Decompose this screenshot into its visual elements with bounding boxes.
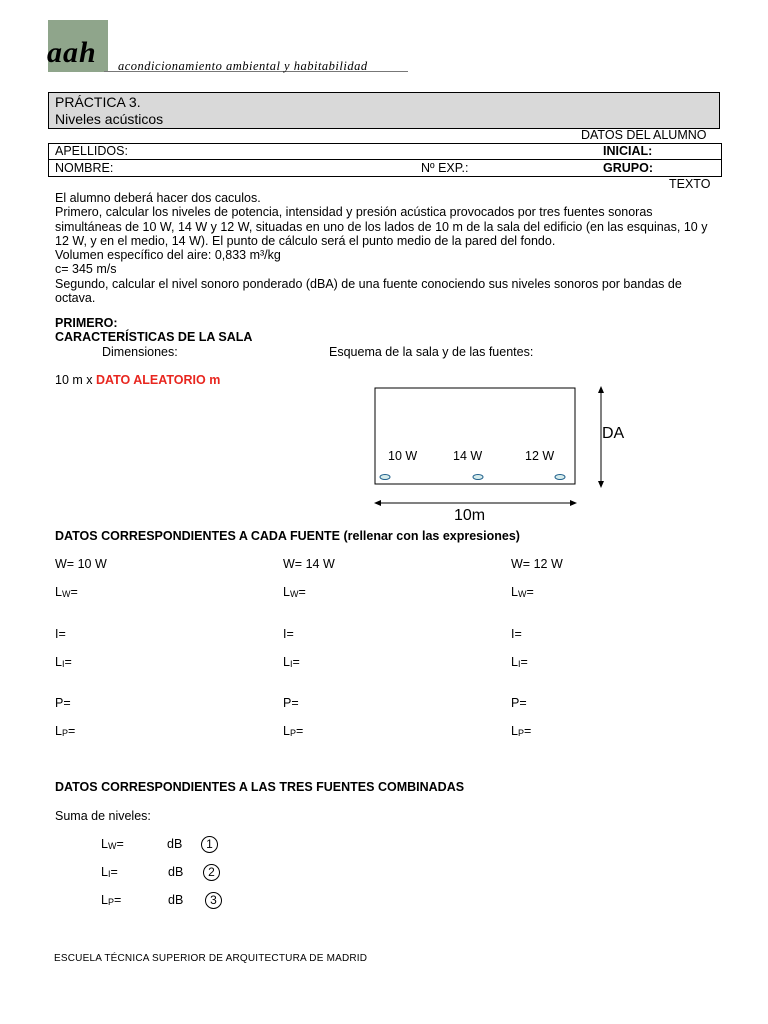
source-2-w: W= 14 W xyxy=(283,557,335,571)
lp-symbol: L xyxy=(55,724,62,738)
combined-lw xyxy=(101,837,124,851)
intro-line: 12 W, y en el medio, 14 W). El punto de cálculo será el punto medio de la pared del fondo. xyxy=(55,233,556,248)
equals-sign: = xyxy=(113,893,122,907)
source-label-3: 12 W xyxy=(525,449,555,463)
source-2-lp xyxy=(283,724,303,738)
intro-line: Segundo, calcular el nivel sonoro ponderado (dBA) de una fuente conociendo sus niveles sonoros por bandas de xyxy=(55,276,682,291)
source-marker-3 xyxy=(555,475,565,480)
lw-subscript: W xyxy=(517,589,527,599)
lp-symbol: L xyxy=(511,724,518,738)
sources-heading-note: (rellenar con las expresiones) xyxy=(343,529,520,543)
intro-line: El alumno deberá hacer dos caculos. xyxy=(55,191,261,205)
height-arrow-bottom xyxy=(598,481,604,488)
nexp-label: Nº EXP.: xyxy=(421,161,469,175)
combined-lp-unit: dB xyxy=(168,893,184,907)
height-arrow-top xyxy=(598,386,604,393)
equation-number-1 xyxy=(201,836,218,853)
lw-symbol: L xyxy=(55,585,62,599)
combined-lw-unit: dB xyxy=(167,837,183,851)
source-3-li xyxy=(511,655,528,669)
li-subscript: I xyxy=(517,659,521,669)
suma-label: Suma de niveles: xyxy=(55,809,151,823)
equals-sign: = xyxy=(116,837,124,851)
equals-sign: = xyxy=(67,724,76,738)
intro-line: simultáneas de 10 W, 14 W y 12 W, situadas en uno de los lados de 10 m de la sala del edificio (en las esquinas, 10 y xyxy=(55,219,708,234)
room-outline xyxy=(375,388,575,484)
tagline: acondicionamiento ambiental y habitabilidad xyxy=(118,59,368,73)
source-1-i: I= xyxy=(55,627,66,641)
source-1-w: W= 10 W xyxy=(55,557,107,571)
equals-sign: = xyxy=(292,655,300,669)
li-subscript: I xyxy=(289,659,293,669)
equals-sign: = xyxy=(298,585,306,599)
lw-subscript: W xyxy=(61,589,71,599)
sala-heading: CARACTERÍSTICAS DE LA SALA xyxy=(55,330,253,344)
intro-text xyxy=(55,191,707,305)
circled-number: 3 xyxy=(205,892,222,909)
lw-subscript: W xyxy=(289,589,299,599)
lw-subscript: W xyxy=(107,841,117,851)
source-2-p: P= xyxy=(283,696,299,710)
lp-subscript: P xyxy=(289,728,296,738)
form-row-divider xyxy=(49,159,721,160)
source-1-lp xyxy=(55,724,75,738)
sources-heading xyxy=(55,529,520,543)
texto-label: TEXTO xyxy=(669,177,711,191)
combined-lp xyxy=(101,893,121,907)
source-3-lw xyxy=(511,585,534,599)
equals-sign: = xyxy=(520,655,528,669)
source-marker-1 xyxy=(380,475,390,480)
combined-heading: DATOS CORRESPONDIENTES A LAS TRES FUENTES COMBINADAS xyxy=(55,780,465,794)
intro-line: Volumen específico del aire: 0,833 m³/kg xyxy=(55,248,281,263)
practice-number: PRÁCTICA 3. xyxy=(55,94,141,110)
source-3-p: P= xyxy=(511,696,527,710)
equals-sign: = xyxy=(523,724,532,738)
equals-sign: = xyxy=(70,585,78,599)
equals-sign: = xyxy=(64,655,72,669)
room-dimensions xyxy=(55,373,220,387)
circled-number: 2 xyxy=(203,864,220,881)
practice-subject: Niveles acústicos xyxy=(55,111,164,127)
lp-subscript: P xyxy=(61,728,68,738)
combined-li-unit: dB xyxy=(168,865,184,879)
footer-institution: ESCUELA TÉCNICA SUPERIOR DE ARQUITECTURA DE MADRID xyxy=(54,953,368,964)
equation-number-3 xyxy=(205,892,222,909)
lp-subscript: P xyxy=(517,728,524,738)
inicial-label: INICIAL: xyxy=(603,144,653,158)
li-symbol: L xyxy=(101,865,108,879)
lw-symbol: L xyxy=(101,837,108,851)
li-subscript: I xyxy=(61,659,65,669)
source-label-1: 10 W xyxy=(388,449,418,463)
source-1-li xyxy=(55,655,72,669)
lp-symbol: L xyxy=(283,724,290,738)
source-3-w: W= 12 W xyxy=(511,557,563,571)
primero-heading: PRIMERO: xyxy=(55,316,118,330)
student-section-label: DATOS DEL ALUMNO xyxy=(581,128,707,142)
lw-symbol: L xyxy=(511,585,518,599)
circled-number: 1 xyxy=(201,836,218,853)
student-form xyxy=(48,143,722,177)
da-label: DA xyxy=(602,425,625,442)
li-symbol: L xyxy=(55,655,62,669)
li-symbol: L xyxy=(283,655,290,669)
equals-sign: = xyxy=(110,865,118,879)
source-2-li xyxy=(283,655,300,669)
dim-prefix: 10 m x xyxy=(55,373,96,387)
esquema-label: Esquema de la sala y de las fuentes: xyxy=(329,345,534,359)
equals-sign: = xyxy=(295,724,304,738)
source-3-lp xyxy=(511,724,531,738)
lw-symbol: L xyxy=(283,585,290,599)
dimensiones-label: Dimensiones: xyxy=(102,345,178,359)
intro-line: Primero, calcular los niveles de potencia, intensidad y presión acústica provocados por tres fuentes sonoras xyxy=(55,205,653,220)
intro-line: octava. xyxy=(55,291,96,306)
random-value: DATO ALEATORIO m xyxy=(96,373,221,387)
width-label: 10m xyxy=(454,507,486,524)
source-1-lw xyxy=(55,585,78,599)
width-arrow-right xyxy=(570,500,577,506)
lp-subscript: P xyxy=(107,897,114,907)
source-2-i: I= xyxy=(283,627,294,641)
source-label-2: 14 W xyxy=(453,449,483,463)
practice-title-box xyxy=(48,92,720,129)
source-2-lw xyxy=(283,585,306,599)
nombre-label: NOMBRE: xyxy=(55,161,114,175)
apellidos-label: APELLIDOS: xyxy=(55,144,128,158)
grupo-label: GRUPO: xyxy=(603,161,653,175)
logo-text: aah xyxy=(47,36,97,69)
lp-symbol: L xyxy=(101,893,108,907)
equation-number-2 xyxy=(203,864,220,881)
li-subscript: I xyxy=(107,869,111,879)
intro-line: c= 345 m/s xyxy=(55,262,117,277)
equals-sign: = xyxy=(526,585,534,599)
source-marker-2 xyxy=(473,475,483,480)
combined-li xyxy=(101,865,118,879)
source-1-p: P= xyxy=(55,696,71,710)
li-symbol: L xyxy=(511,655,518,669)
sources-heading-text: DATOS CORRESPONDIENTES A CADA FUENTE xyxy=(55,529,340,543)
width-arrow-left xyxy=(374,500,381,506)
source-3-i: I= xyxy=(511,627,522,641)
